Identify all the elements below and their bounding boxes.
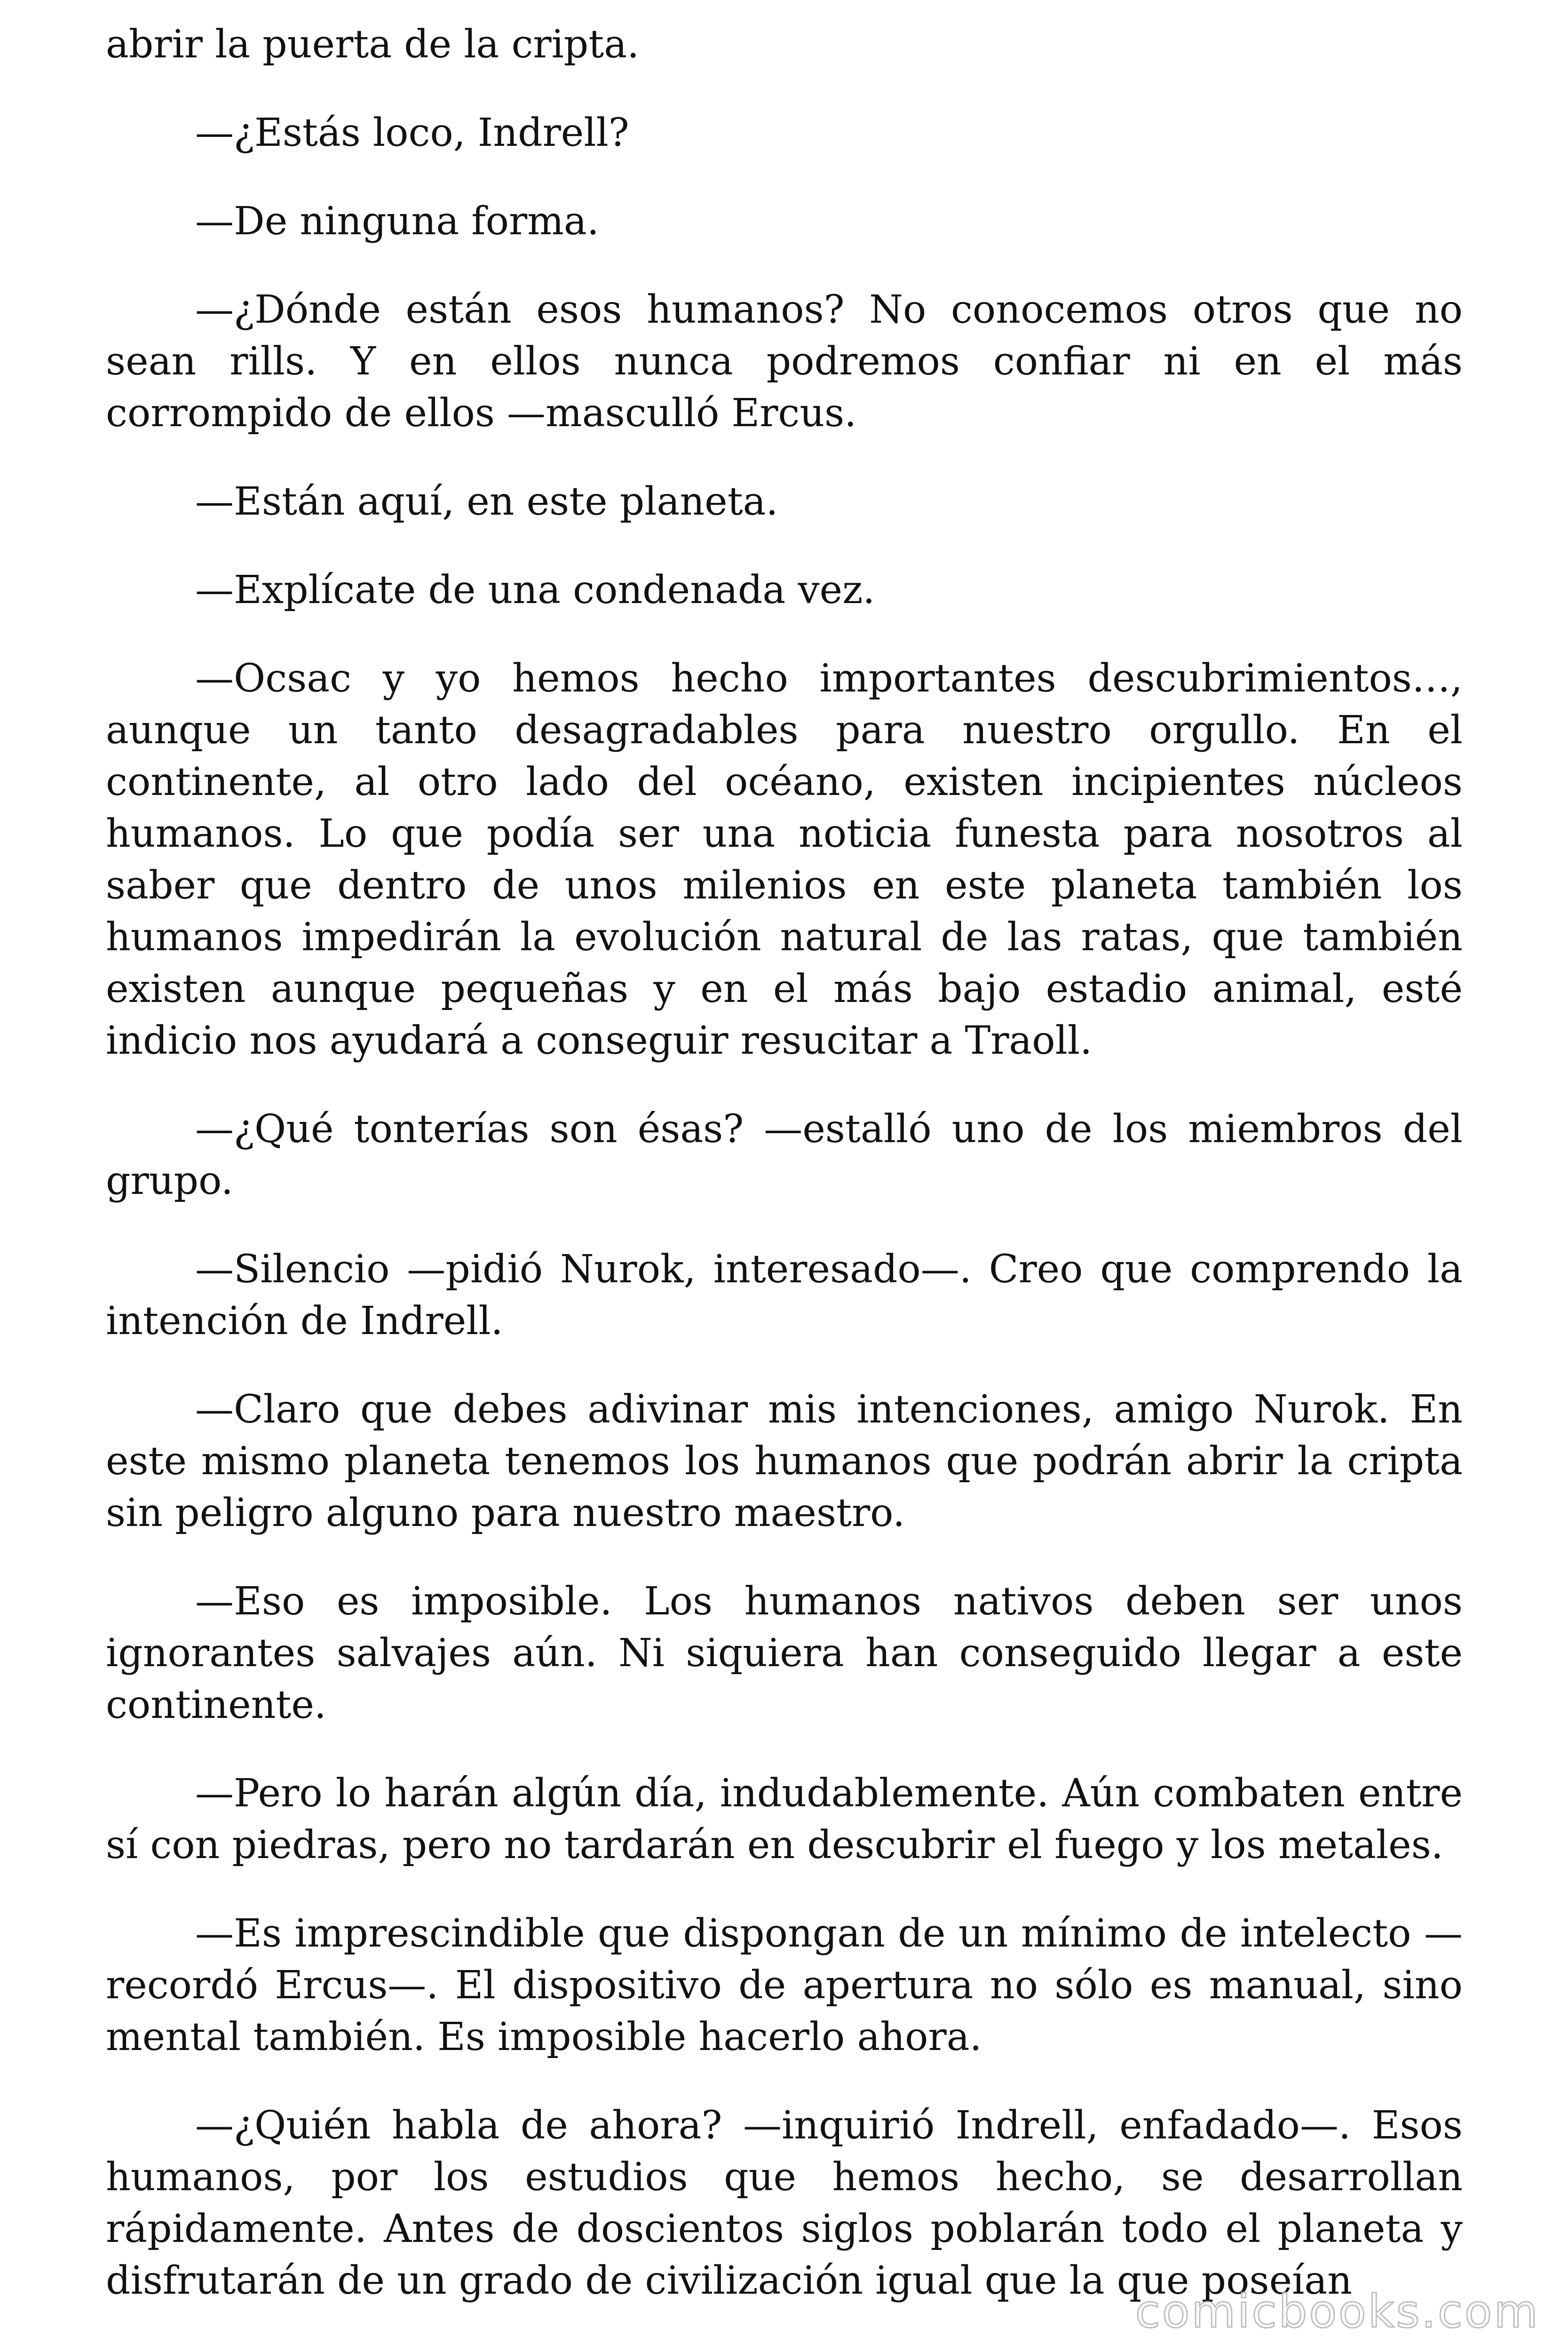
paragraph-1: abrir la puerta de la cripta. <box>106 22 640 67</box>
paragraph-3: —De ninguna forma. <box>195 199 599 244</box>
paragraph-7: —Ocsac y yo hemos hecho importantes descubrimientos…, aunque un tanto desagradables para nuestro orgullo. En el continente, al otro lado del océano, existen incipientes núcleos humanos. Lo que podía ser una noticia funesta para nosotros al saber que dentro de unos milenios en este planeta también los humanos impedirán la evolución natural de las ratas, que también existen aunque pequeñas y en el más bajo estadio animal, esté indicio nos ayudará a conseguir resucitar a Traoll. <box>106 656 1463 1063</box>
paragraph-5: —Están aquí, en este planeta. <box>195 479 778 524</box>
paragraph-11: —Eso es imposible. Los humanos nativos deben ser unos ignorantes salvajes aún. Ni siquiera han conseguido llegar a este continente. <box>106 1579 1463 1727</box>
paragraph-8: —¿Qué tonterías son ésas? —estalló uno de los miembros del grupo. <box>106 1107 1463 1203</box>
paragraph-9: —Silencio —pidió Nurok, interesado—. Creo que comprendo la intención de Indrell. <box>106 1247 1463 1343</box>
paragraph-14: —¿Quién habla de ahora? —inquirió Indrell, enfadado—. Esos humanos, por los estudios que hemos hecho, se desarrollan rápidamente. Antes de doscientos siglos poblarán todo el planeta y disfrutarán de un grado de civilización igual que la que poseían <box>106 2103 1463 2303</box>
paragraph-12: —Pero lo harán algún día, indudablemente. Aún combaten entre sí con piedras, pero no tardarán en descubrir el fuego y los metales. <box>106 1771 1463 1867</box>
paragraph-2: —¿Estás loco, Indrell? <box>195 111 629 155</box>
book-page <box>106 19 1463 2307</box>
paragraph-4: —¿Dónde están esos humanos? No conocemos otros que no sean rills. Y en ellos nunca podremos confiar ni en el más corrompido de ellos —masculló Ercus. <box>106 287 1463 436</box>
paragraph-10: —Claro que debes adivinar mis intenciones, amigo Nurok. En este mismo planeta tenemos los humanos que podrán abrir la cripta sin peligro alguno para nuestro maestro. <box>106 1387 1463 1535</box>
paragraph-13: —Es imprescindible que dispongan de un mínimo de intelecto — recordó Ercus—. El dispositivo de apertura no sólo es manual, sino mental también. Es imposible hacerlo ahora. <box>106 1911 1463 2059</box>
watermark-logo: comicbooks.com <box>1135 2285 1540 2338</box>
paragraph-6: —Explícate de una condenada vez. <box>195 568 875 612</box>
